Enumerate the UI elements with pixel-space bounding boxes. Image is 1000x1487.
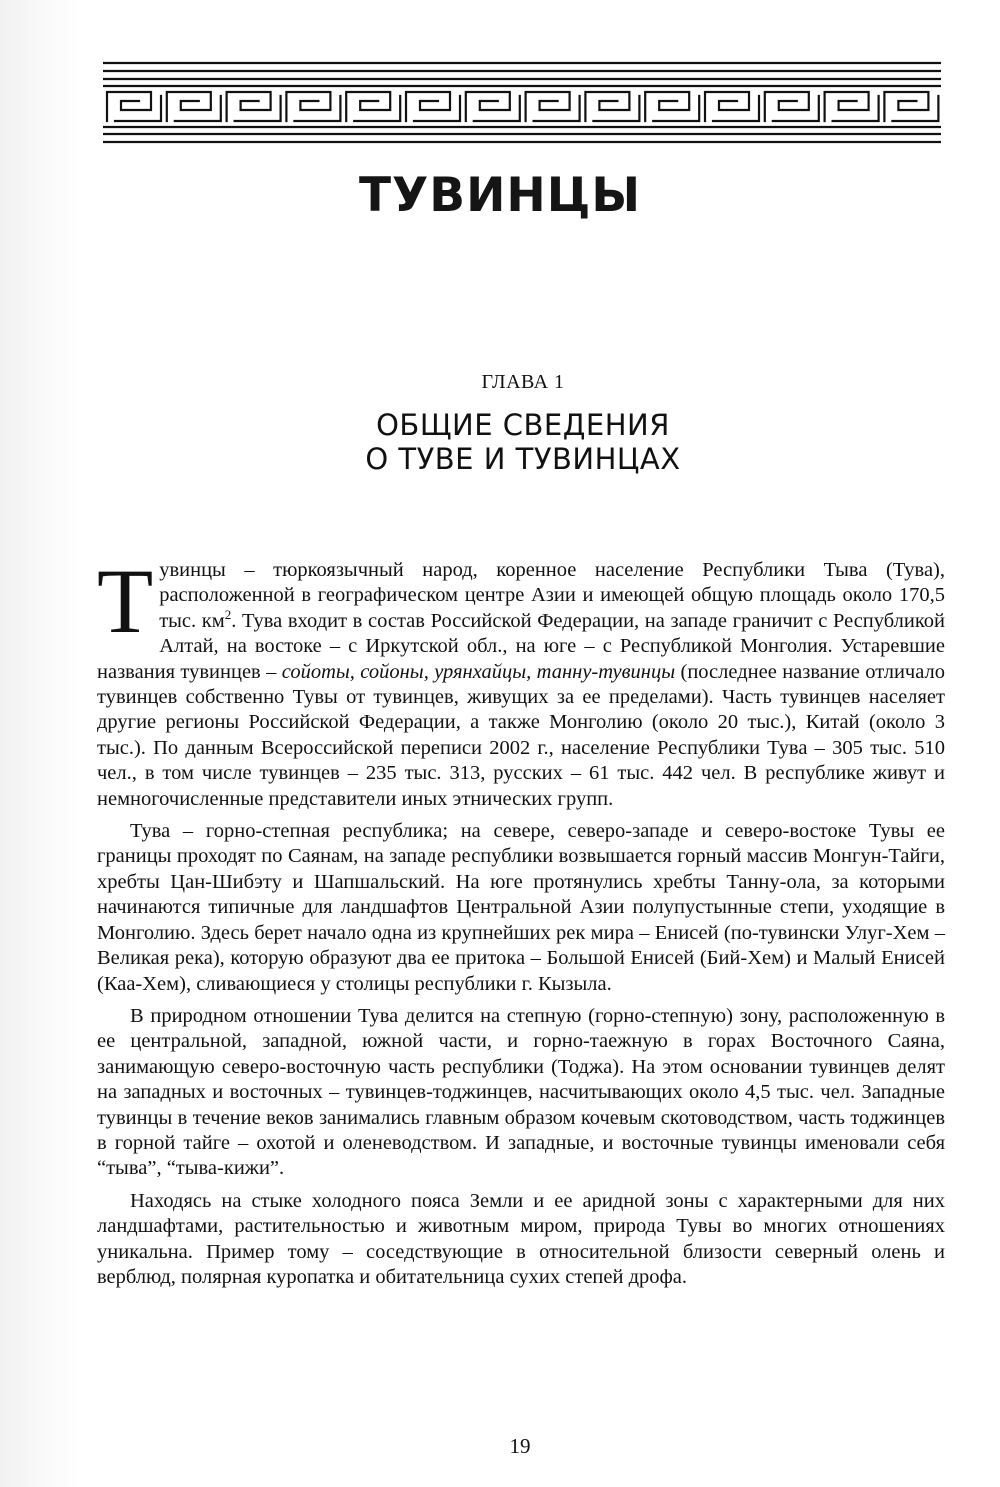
ornament-motif [585,92,639,121]
ornament-motif [526,92,580,121]
italic-names: сойоты, сойоны, урянхайцы, танну-тувинцы [281,660,676,683]
page-title: ТУВИНЦЫ [358,168,642,223]
ornament-motif [884,92,938,121]
chapter-title [0,408,1000,476]
scan-margin-shadow [0,0,80,1487]
article-body [97,550,946,1290]
ornament-motif [765,92,819,121]
ornament-motif [825,92,879,121]
chapter-title-line: ОБЩИЕ СВЕДЕНИЯ [376,408,670,442]
page-number: 19 [509,1434,531,1458]
paragraph-text: увинцы – тюркоязычный народ, коренное население Республики Тыва (Тува), расположенной в географическом центре Азии и имеющей общую площадь около 170,5 тыс. км [159,559,945,632]
ornament-motif [107,92,161,121]
greek-key-border-icon [103,60,941,160]
ornament-motif [346,92,400,121]
paragraph-4: Находясь на стыке холодного пояса Земли и ее аридной зоны с характерными для них ландшафтами, растительностью и животным миром, природа Тувы во многих отношениях уникальна. Пример тому – соседствующие в относительной близости северный олень и верблюд, полярная куропатка и обитательница сухих степей дрофа. [97,1189,945,1288]
ornament-motif [466,92,520,121]
chapter-label: ГЛАВА 1 [481,371,565,393]
paragraph-text: . Тува входит в состав Российской Федерации, на западе граничит с Республикой Алтай, на востоке – с Иркутской обл., на юге – с Республикой Монголия. Устаревшие названия тувинцев – [97,609,946,683]
ornament-motif [705,92,759,121]
superscript: 2 [224,606,232,622]
paragraph-1 [97,550,946,812]
ornament-motif [167,92,221,121]
chapter-title-line: О ТУВЕ И ТУВИНЦАХ [365,442,681,476]
ornament-motif [286,92,340,121]
ornament-motif [227,92,281,121]
paragraph-3: В природном отношении Тува делится на степную (горно-степную) зону, расположенную в ее центральной, западной, южной части, и горно-таежную в горах Восточного Саяна, занимающую северо-восточную часть республики (Тоджа). На этом основании тувинцев делят на западных и восточных – тувинцев-тоджинцев, насчитывающих около 4,5 тыс. чел. Западные тувинцы в течение веков занимались главным образом кочевым скотоводством, часть тоджинцев в горной тайге – охотой и оленеводством. И западные, и восточные тувинцы именовали себя “тыва”, “тыва-кижи”. [97,1004,945,1180]
drop-cap: Т [97,550,154,652]
paragraph-text: (последнее название отличало тувинцев собственно Тувы от тувинцев, живущих за ее пределами). Часть тувинцев населяет другие регионы Российской Федерации, а также Монголию (около 20 тыс.), Китай (около 3 тыс.). По данным Всероссийской переписи 2002 г., население Республики Тува – 305 тыс. 510 чел., в том числе тувинцев – 235 тыс. 313, русских – 61 тыс. 442 чел. В республике живут и немногочисленные представители иных этнических групп. [97,660,945,810]
ornament-motif [406,92,460,121]
paragraph-2: Тува – горно-степная республика; на севере, северо-западе и северо-востоке Тувы ее границы проходят по Саянам, на западе республики возвышается горный массив Монгун-Тайги, хребты Цан-Шибэту и Шапшальский. На юге протянулись хребты Танну-ола, за которыми начинаются типичные для ландшафтов Центральной Азии полупустынные степи, уходящие в Монголию. Здесь берет начало одна из крупнейших рек мира – Енисей (по-тувински Улуг-Хем – Великая река), которую образуют два ее притока – Большой Енисей (Бий-Хем) и Малый Енисей (Каа-Хем), сливающиеся у столицы республики г. Кызыла. [97,820,945,995]
ornament-motif [645,92,699,121]
